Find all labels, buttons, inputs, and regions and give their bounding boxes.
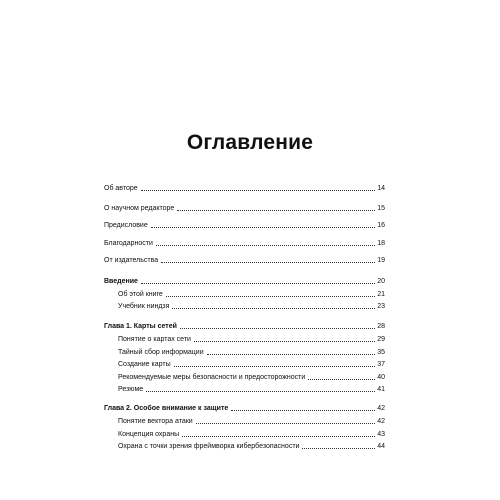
toc-entry-about-book [118, 288, 385, 299]
dot-leader [141, 190, 376, 191]
toc-entry-label: Создание карты [118, 361, 171, 368]
toc-entry-page: 14 [377, 185, 385, 192]
toc-entry-attack-vector [118, 415, 385, 426]
dot-leader [308, 379, 375, 380]
toc-entry-label: Глава 2. Особое внимание к защите [104, 405, 229, 412]
toc-entry-page: 42 [377, 405, 385, 412]
toc-entry-page: 44 [377, 443, 385, 450]
toc-entry-page: 43 [377, 431, 385, 438]
dot-leader [151, 227, 375, 228]
dot-leader [161, 262, 375, 263]
toc-entry-label: Глава 1. Карты сетей [104, 323, 177, 330]
toc-entry-map-creation [118, 358, 385, 369]
dot-leader [302, 448, 375, 449]
toc-entry-from-publisher [104, 254, 385, 265]
toc-entry-label: Предисловие [104, 222, 148, 229]
toc-entry-preface [104, 219, 385, 230]
toc-entry-label: Рекомендуемые меры безопасности и предосторожности [118, 374, 306, 381]
dot-leader [146, 391, 375, 392]
toc-entry-covert-info-gathering [118, 346, 385, 357]
toc-entry-label: Введение [104, 278, 138, 285]
toc-entry-introduction [104, 275, 385, 286]
toc-entry-label: Резюме [118, 386, 144, 393]
toc-entry-label: От издательства [104, 257, 159, 264]
toc-entry-about-editor [104, 202, 385, 213]
dot-leader [177, 210, 375, 211]
dot-leader [156, 245, 375, 246]
toc-entry-guard-concept [118, 428, 385, 439]
toc-entry-about-author [104, 182, 385, 193]
toc-entry-ninja-textbook [118, 300, 385, 311]
toc-entry-page: 40 [377, 374, 385, 381]
toc-entry-label: Понятие о картах сети [118, 336, 191, 343]
dot-leader [174, 366, 376, 367]
dot-leader [196, 423, 376, 424]
page-title: Оглавление [186, 131, 314, 154]
toc-entry-label: Об авторе [104, 185, 138, 192]
toc-entry-page: 41 [377, 386, 385, 393]
toc-entry-page: 28 [377, 323, 385, 330]
toc-entry-page: 37 [377, 361, 385, 368]
toc-entry-chapter-2 [104, 402, 385, 413]
dot-leader [166, 296, 375, 297]
toc-entry-page: 16 [377, 222, 385, 229]
toc-entry-label: Охрана с точки зрения фреймворка кибербезопасности [118, 443, 300, 450]
dot-leader [231, 410, 375, 411]
toc-entry-label: Благодарности [104, 240, 153, 247]
toc-entry-acknowledgments [104, 237, 385, 248]
toc-entry-label: О научном редакторе [104, 205, 175, 212]
toc-entry-page: 35 [377, 349, 385, 356]
dot-leader [141, 283, 375, 284]
dot-leader [207, 354, 376, 355]
toc-entry-page: 18 [377, 240, 385, 247]
dot-leader [180, 328, 375, 329]
toc-entry-recommended-measures [118, 371, 385, 382]
toc-entry-chapter-1 [104, 320, 385, 331]
toc-entry-cybersecurity-framework [118, 440, 385, 451]
toc-entry-summary [118, 383, 385, 394]
toc-entry-page: 19 [377, 257, 385, 264]
dot-leader [194, 341, 375, 342]
toc-entry-page: 21 [377, 291, 385, 298]
toc-entry-page: 23 [377, 303, 385, 310]
toc-entry-label: Концепция охраны [118, 431, 180, 438]
toc-entry-page: 29 [377, 336, 385, 343]
toc-entry-page: 42 [377, 418, 385, 425]
toc-entry-label: Понятие вектора атаки [118, 418, 193, 425]
dot-leader [182, 436, 375, 437]
toc-entry-page: 15 [377, 205, 385, 212]
toc-entry-page: 20 [377, 278, 385, 285]
toc-entry-label: Учебник ниндзя [118, 303, 170, 310]
toc-entry-label: Тайный сбор информации [118, 349, 204, 356]
toc-entry-network-maps-concept [118, 333, 385, 344]
toc-entry-label: Об этой книге [118, 291, 163, 298]
dot-leader [172, 308, 375, 309]
